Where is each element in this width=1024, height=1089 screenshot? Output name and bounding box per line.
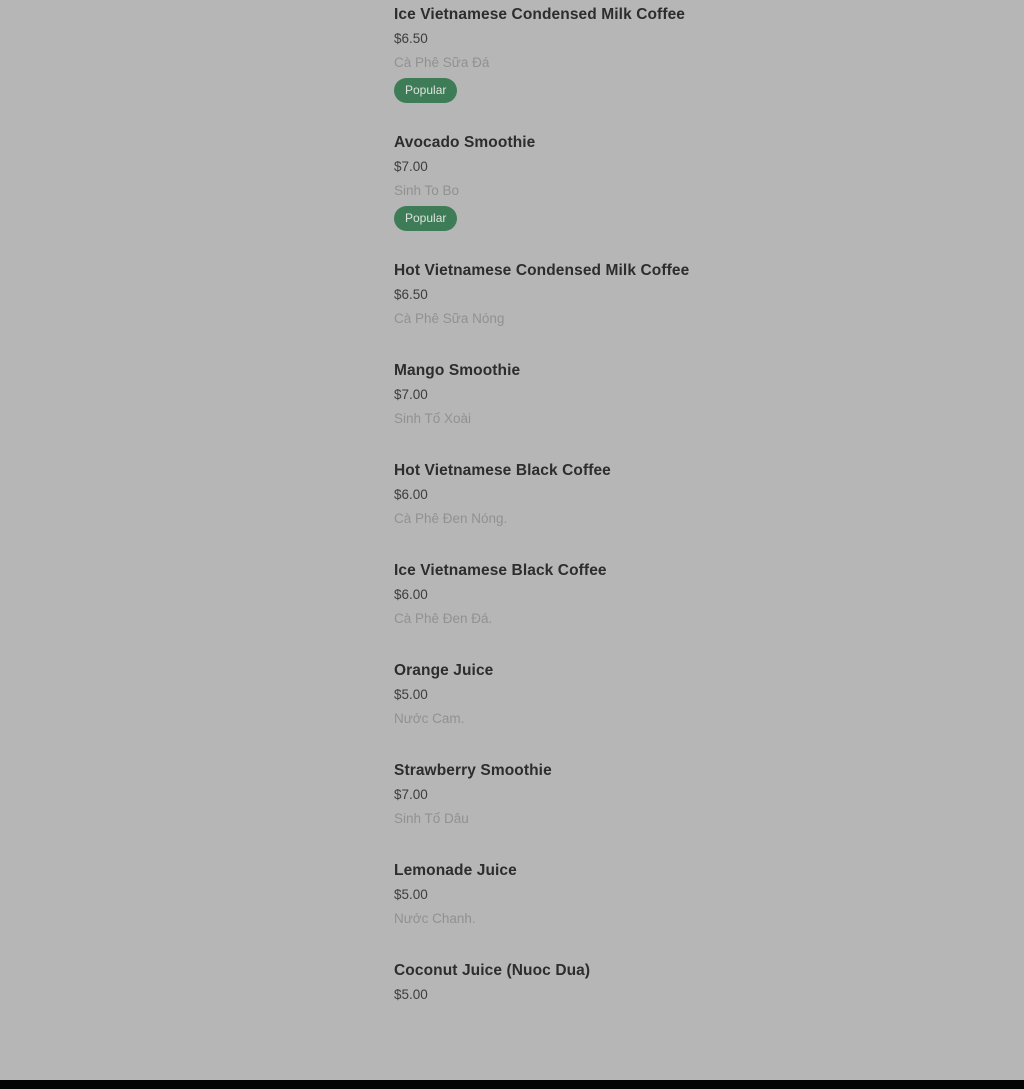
item-name: Avocado Smoothie xyxy=(394,134,536,151)
menu-item-list xyxy=(394,3,974,1035)
item-name: Hot Vietnamese Condensed Milk Coffee xyxy=(394,262,690,279)
menu-item-strawberry-smoothie[interactable] xyxy=(394,759,974,831)
item-price: $6.00 xyxy=(394,587,428,602)
menu-item-coconut-juice[interactable] xyxy=(394,959,974,1007)
menu-item-orange-juice[interactable] xyxy=(394,659,974,731)
menu-item-hot-vietnamese-condensed-milk-coffee[interactable] xyxy=(394,259,974,331)
item-name: Hot Vietnamese Black Coffee xyxy=(394,462,611,479)
menu-item-hot-vietnamese-black-coffee[interactable] xyxy=(394,459,974,531)
popular-badge: Popular xyxy=(394,206,457,231)
menu-item-lemonade-juice[interactable] xyxy=(394,859,974,931)
menu-item-mango-smoothie[interactable] xyxy=(394,359,974,431)
item-price: $5.00 xyxy=(394,887,428,902)
item-price: $6.50 xyxy=(394,287,428,302)
item-description: Sinh Tố Xoài xyxy=(394,411,472,426)
item-price: $6.50 xyxy=(394,31,428,46)
popular-badge: Popular xyxy=(394,78,457,103)
item-name: Strawberry Smoothie xyxy=(394,762,552,779)
menu-item-ice-vietnamese-black-coffee[interactable] xyxy=(394,559,974,631)
item-name: Lemonade Juice xyxy=(394,862,517,879)
item-description: Nước Cam. xyxy=(394,711,465,726)
item-price: $7.00 xyxy=(394,159,428,174)
menu-item-avocado-smoothie[interactable] xyxy=(394,131,974,231)
item-price: $7.00 xyxy=(394,387,428,402)
item-price: $6.00 xyxy=(394,487,428,502)
item-price: $5.00 xyxy=(394,987,428,1002)
item-description: Sinh To Bo xyxy=(394,183,460,198)
item-price: $7.00 xyxy=(394,787,428,802)
item-name: Mango Smoothie xyxy=(394,362,521,379)
item-description: Cà Phê Đen Đá. xyxy=(394,611,493,626)
item-description: Cà Phê Sữa Nóng xyxy=(394,311,505,326)
item-price: $5.00 xyxy=(394,687,428,702)
item-description: Nước Chanh. xyxy=(394,911,476,926)
item-name: Ice Vietnamese Black Coffee xyxy=(394,562,607,579)
bottom-bar xyxy=(0,1080,1024,1089)
item-name: Ice Vietnamese Condensed Milk Coffee xyxy=(394,6,686,23)
item-description: Sinh Tố Dâu xyxy=(394,811,469,826)
item-name: Coconut Juice (Nuoc Dua) xyxy=(394,962,591,979)
item-description: Cà Phê Đen Nóng. xyxy=(394,511,508,526)
menu-item-ice-vietnamese-condensed-milk-coffee[interactable] xyxy=(394,3,974,103)
item-name: Orange Juice xyxy=(394,662,494,679)
item-description: Cà Phê Sữa Đá xyxy=(394,55,490,70)
